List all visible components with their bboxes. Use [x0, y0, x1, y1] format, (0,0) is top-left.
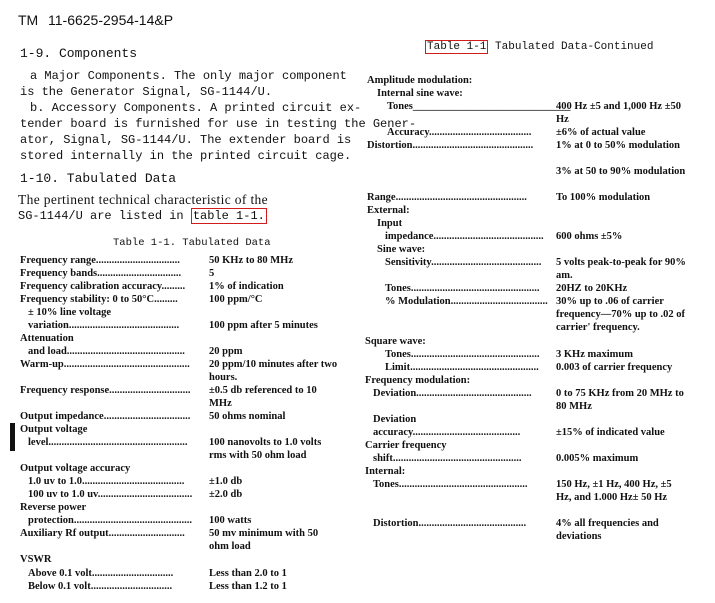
paragraph-line: stored internally in the printed circuit cage.: [20, 149, 352, 163]
document-number: 11-6625-2954-14&P: [48, 12, 174, 28]
left-table-row-value: 50 ohms nominal: [209, 411, 286, 422]
left-table-row-label: Below 0.1 volt...............................: [28, 581, 173, 592]
right-table-row-label: % Modulation.....................................: [385, 296, 548, 307]
left-table-row-value: 5: [209, 268, 215, 279]
right-table-row-label: Tones.................................................: [373, 479, 528, 490]
left-table-row-value: 50 mv minimum with 50 ohm load: [209, 528, 319, 552]
left-table-row-label: Frequency response...............................: [20, 385, 191, 396]
left-table-row-value: 100 nanovolts to 1.0 volts rms with 50 ohm load: [209, 437, 322, 461]
right-table-row-label: shift.................................................: [373, 453, 522, 464]
right-table-row-value: 0.003 of carrier frequency: [556, 362, 673, 373]
paragraph-line: b. Accessory Components. A printed circuit ex-: [30, 101, 362, 115]
left-table-row-label: Warm-up................................................: [20, 359, 190, 370]
right-table-row-label: External:: [367, 205, 410, 216]
right-table-row-label: Internal sine wave:: [377, 88, 463, 99]
right-table-row-value: ±6% of actual value: [556, 127, 646, 138]
right-table-row-value: To 100% modulation: [556, 192, 651, 203]
left-table-row-label: VSWR: [20, 554, 52, 565]
left-table-row-value: 50 KHz to 80 MHz: [209, 255, 293, 266]
right-table-row-label: Sine wave:: [377, 244, 426, 255]
right-table-row-label: Square wave:: [365, 336, 426, 347]
left-table-row-label: Above 0.1 volt...............................: [28, 568, 174, 579]
right-table-row-label: Sensitivity..........................................: [385, 257, 542, 268]
left-table-row-label: Frequency stability: 0 to 50°C.........: [20, 294, 178, 305]
right-table-row-value: 150 Hz, ±1 Hz, 400 Hz, ±5 Hz, and 1.000 Hz± 50 Hz: [556, 479, 672, 503]
paragraph-c-line2: [18, 208, 267, 224]
table-1-1-link[interactable]: table 1-1.: [192, 209, 265, 223]
paragraph-c-line1: The pertinent technical characteristic of the: [18, 192, 269, 207]
right-table-row-value: 400 Hz ±5 and 1,000 Hz ±50 Hz: [556, 101, 681, 125]
left-table-row-label: Output impedance.................................: [20, 411, 191, 422]
left-table-row-label: Auxiliary Rf output.............................: [20, 528, 185, 539]
left-table-row-value: ±0.5 db referenced to 10 MHz: [209, 385, 317, 409]
left-table-row-value: 20 ppm/10 minutes after two hours.: [209, 359, 338, 383]
paragraph-b: [20, 100, 416, 164]
right-table-row-value: 4% all frequencies and deviations: [556, 518, 659, 542]
left-table-row-label: Output voltage accuracy: [20, 463, 131, 474]
right-table-row-label: Range..................................................: [367, 192, 527, 203]
left-table-row-value: 1% of indication: [209, 281, 284, 292]
right-table-row-label: Accuracy.......................................: [387, 127, 532, 138]
section-heading-1-10: 1-10. Tabulated Data: [20, 171, 177, 186]
left-table-row-label: protection.............................................: [28, 515, 193, 526]
right-table-row-value: 20HZ to 20KHz: [556, 283, 628, 294]
left-table-row-label: 100 uv to 1.0 uv....................................: [28, 489, 193, 500]
right-table-row-value: 0.005% maximum: [556, 453, 639, 464]
left-table-row-label: level.....................................................: [28, 437, 188, 448]
right-table-row-label: Input: [377, 218, 403, 229]
right-table-row-label: Deviation............................................: [373, 388, 532, 399]
right-table-row-value: 3% at 50 to 90% modulation: [556, 166, 686, 177]
left-table-row-label: ± 10% line voltage: [28, 307, 112, 318]
right-table-row-label: Distortion.........................................: [373, 518, 527, 529]
right-table-row-label: Internal:: [365, 466, 406, 477]
section-heading-1-9: 1-9. Components: [20, 46, 138, 61]
left-table-row-label: Attenuation: [20, 333, 74, 344]
right-table-row-label: Limit.................................................: [385, 362, 539, 373]
paragraph-line: a Major Components. The only major component: [30, 69, 347, 83]
right-table-row-value: 600 ohms ±5%: [556, 231, 623, 242]
paragraph-line: ator, Signal, SG-1144/U. The extender board is: [20, 133, 352, 147]
right-table-row-label: Carrier frequency: [365, 440, 447, 451]
right-table-row-label: accuracy.........................................: [373, 427, 521, 438]
left-table-row-label: Frequency range................................: [20, 255, 180, 266]
paragraph-a: [20, 68, 347, 100]
right-table-row-label: Tones______________________________: [387, 101, 571, 112]
left-table-row-value: ±2.0 db: [209, 489, 243, 500]
left-table-row-label: and load.............................................: [28, 346, 185, 357]
left-table-row-value: 100 watts: [209, 515, 252, 526]
right-table-row-label: Amplitude modulation:: [367, 75, 473, 86]
left-table-row-label: 1.0 uv to 1.0.......................................: [28, 476, 185, 487]
right-table-row-value: ±15% of indicated value: [556, 427, 665, 438]
right-table-row-value: 5 volts peak-to-peak for 90% am.: [556, 257, 686, 281]
table-title: Table 1-1. Tabulated Data: [113, 237, 271, 249]
right-table-row-label: Frequency modulation:: [365, 375, 471, 386]
tm-label: TM: [18, 12, 39, 28]
left-table-row-value: ±1.0 db: [209, 476, 243, 487]
left-table-row-value: 20 ppm: [209, 346, 243, 357]
change-bar: [10, 423, 15, 451]
left-table-row-value: Less than 2.0 to 1: [209, 568, 287, 579]
right-table-row-value: 3 KHz maximum: [556, 349, 633, 360]
right-table-row-value: 0 to 75 KHz from 20 MHz to 80 MHz: [556, 388, 684, 412]
left-table-row-label: Frequency bands................................: [20, 268, 182, 279]
right-title-rest: Tabulated Data-Continued: [488, 41, 654, 53]
left-table-row-label: Frequency calibration accuracy.........: [20, 281, 186, 292]
right-table-row-label: Tones.................................................: [385, 283, 540, 294]
paragraph-line: tender board is furnished for use in testing the Gener-: [20, 117, 417, 131]
right-table-row-label: Deviation: [373, 414, 417, 425]
left-table-row-value: Less than 1.2 to 1: [209, 581, 287, 592]
paragraph-c-text: SG-1144/U are listed in: [18, 209, 191, 223]
left-table-row-value: 100 ppm/°C: [209, 294, 263, 305]
right-table-row-label: impedance..........................................: [385, 231, 544, 242]
left-table-row-value: 100 ppm after 5 minutes: [209, 320, 318, 331]
right-table-row-value: 30% up to .06 of carrier frequency—70% up to .02 of carrier' frequency.: [556, 296, 686, 333]
paragraph-line: is the Generator Signal, SG-1144/U.: [20, 85, 273, 99]
left-table-row-label: Reverse power: [20, 502, 87, 513]
right-table-title: [425, 41, 653, 53]
table-1-1-title-link[interactable]: Table 1-1: [427, 41, 487, 53]
right-table-row-value: 1% at 0 to 50% modulation: [556, 140, 680, 151]
right-table-row-label: Tones.................................................: [385, 349, 540, 360]
left-table-row-label: Output voltage: [20, 424, 88, 435]
right-table-row-label: Distortion..............................................: [367, 140, 534, 151]
left-table-row-label: variation..........................................: [28, 320, 180, 331]
